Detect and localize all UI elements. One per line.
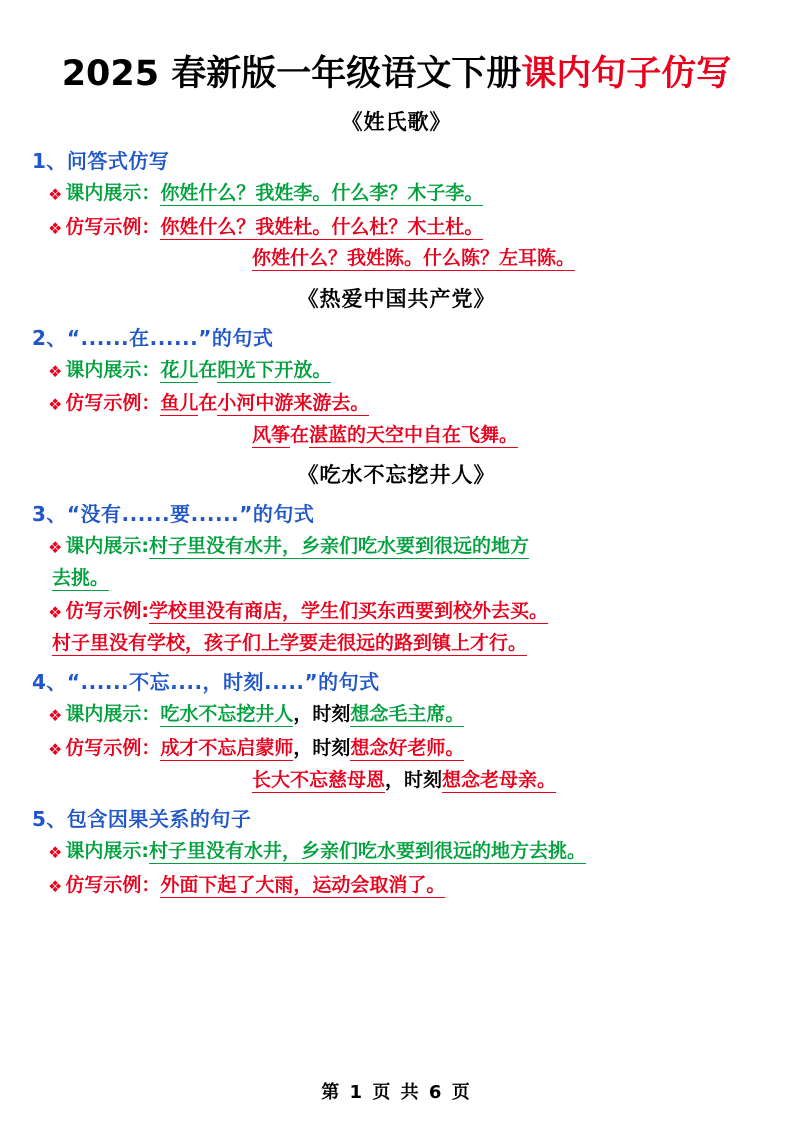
example-text-2a-b: 在 (198, 392, 218, 415)
demo-row-5 (30, 838, 763, 866)
book-title-2: 《热爱中国共产党》 (297, 286, 496, 311)
demo-row-1 (30, 180, 763, 208)
example-label: 仿写示例： (65, 873, 161, 896)
footer-total-pages: 6 (428, 1082, 444, 1103)
example-content-2a (160, 390, 369, 418)
demo-content-4 (160, 701, 464, 729)
page-title-red: 课内句子仿写 (521, 54, 732, 94)
demo-row-3-cont (30, 565, 763, 593)
example-content-3a (149, 598, 548, 626)
demo-text-5: 村子里没有水井，乡亲们吃水要到很远的地方去挑。 (148, 840, 586, 863)
page-title (30, 46, 763, 96)
demo-row-2 (30, 357, 763, 385)
example-row-1b (30, 245, 763, 273)
footer-current-page: 1 (349, 1082, 365, 1103)
example-text-4a-a: 成才不忘启蒙师 (160, 737, 294, 760)
bullet-icon: ❖ (48, 843, 63, 863)
bullet-icon: ❖ (48, 361, 63, 381)
demo-label: 课内展示： (65, 182, 161, 204)
book-title-1: 《姓氏歌》 (341, 110, 452, 134)
bullet-icon: ❖ (48, 185, 63, 204)
bullet-icon: ❖ (48, 706, 63, 726)
footer-prefix: 第 (321, 1082, 342, 1103)
section-heading-1: 1、问答式仿写 (32, 149, 170, 173)
example-text-2b-c: 湛蓝的天空中自在飞舞。 (309, 423, 519, 446)
example-text-4a-b: ，时刻 (293, 737, 351, 760)
demo-row-3 (30, 533, 763, 561)
book-title-3: 《吃水不忘挖井人》 (297, 463, 496, 488)
demo-label: 课内展示: (65, 840, 149, 863)
footer-suffix: 页 (451, 1082, 472, 1103)
example-text-3-line2: 村子里没有学校，孩子们上学要走很远的路到镇上才行。 (52, 631, 528, 654)
example-content-1a (160, 214, 483, 242)
demo-text-4-a: 吃水不忘挖井人 (160, 703, 294, 726)
example-row-2a (30, 390, 763, 418)
example-text-4b-a: 长大不忘慈母恩 (252, 768, 386, 791)
example-row-1a (30, 214, 763, 242)
example-row-3a (30, 598, 763, 626)
demo-content-5 (149, 838, 586, 866)
example-text-1a: 你姓什么？我姓杜。什么杜？木土杜。 (160, 215, 484, 238)
section-heading-5: 5、包含因果关系的句子 (32, 807, 252, 832)
page-title-black: 2025 春新版一年级语文下册 (61, 54, 522, 94)
page-footer (0, 1078, 793, 1104)
example-row-5a (30, 872, 763, 900)
bullet-icon: ❖ (48, 538, 63, 558)
example-text-2a-c: 小河中游来游去。 (217, 392, 370, 415)
example-text-5a: 外面下起了大雨，运动会取消了。 (160, 873, 446, 896)
example-label: 仿写示例： (65, 215, 161, 238)
demo-text-2-a: 花儿 (160, 358, 199, 381)
example-text-2a-a: 鱼儿 (160, 392, 199, 415)
example-content-5a (160, 872, 445, 900)
demo-content-1 (160, 180, 483, 208)
example-label: 仿写示例： (65, 392, 161, 415)
example-text-4b-b: ，时刻 (385, 768, 443, 791)
demo-row-4 (30, 701, 763, 729)
demo-label: 课内展示： (65, 358, 161, 381)
example-text-2b-a: 风筝 (252, 423, 291, 446)
example-text-2b-b: 在 (290, 423, 310, 446)
section-heading-3: 3、“没有......要......”的句式 (32, 502, 315, 527)
example-label: 仿写示例: (65, 600, 149, 623)
demo-text-2-c: 阳光下开放。 (217, 358, 332, 381)
example-label: 仿写示例： (65, 737, 161, 760)
example-text-4a-c: 想念好老师。 (350, 737, 465, 760)
section-heading-4: 4、“......不忘....，时刻.....”的句式 (32, 670, 380, 695)
example-content-4a (160, 735, 464, 763)
example-row-4a (30, 735, 763, 763)
example-row-2b (30, 422, 763, 450)
bullet-icon: ❖ (48, 876, 63, 896)
bullet-icon: ❖ (48, 603, 63, 623)
demo-text-1: 你姓什么？我姓李。什么李？木子李。 (160, 182, 484, 204)
bullet-icon: ❖ (48, 740, 63, 760)
demo-text-2-b: 在 (198, 358, 218, 381)
demo-text-3-line2: 去挑。 (52, 566, 110, 589)
bullet-icon: ❖ (48, 395, 63, 415)
demo-content-3 (149, 533, 529, 561)
bullet-icon: ❖ (48, 218, 63, 238)
demo-text-4-c: 想念毛主席。 (350, 703, 465, 726)
demo-text-4-b: ，时刻 (293, 703, 351, 726)
example-text-4b-c: 想念老母亲。 (442, 768, 557, 791)
demo-content-2 (160, 357, 331, 385)
demo-label: 课内展示: (65, 535, 149, 558)
demo-text-3-line1: 村子里没有水井，乡亲们吃水要到很远的地方 (148, 535, 529, 558)
example-row-4b (30, 767, 763, 795)
demo-label: 课内展示： (65, 703, 161, 726)
example-text-3-line1: 学校里没有商店，学生们买东西要到校外去买。 (148, 600, 548, 623)
footer-middle: 页 共 (372, 1082, 421, 1103)
example-text-1b: 你姓什么？我姓陈。什么陈？左耳陈。 (252, 247, 576, 270)
section-heading-2: 2、“......在......”的句式 (32, 325, 274, 350)
example-row-3b (30, 630, 763, 658)
